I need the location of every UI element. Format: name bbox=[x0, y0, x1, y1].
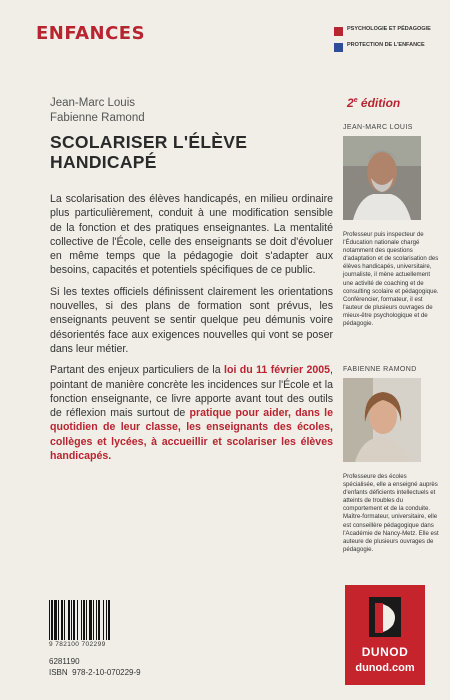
blurb-highlight: pratique pour aider, dans le quotidien de leur classe, les enseignants des écoles, collèges et lycées, à accueillir et scolariser les élèves handicapés. bbox=[50, 407, 333, 463]
tag-swatch-blue bbox=[334, 43, 343, 52]
author2-bio: Professeure des écoles spécialisée, elle a enseigné auprès d'enfants déficients intellectuels et atteints de troubles du comportement et de la conduite. Maître-formateur, universitaire, elle est conseillère pédagogique dans l'Académie de Nancy-Metz. Elle est auteure de plusieurs ouvrages de pédagogie. bbox=[343, 473, 439, 553]
blurb-p3-middle: , pointant de manière concrète les incidences sur l'École et la fonction enseignante, ce livre apporte avant tout des outils de réflexion mais surtout de bbox=[50, 364, 333, 420]
collection-tags bbox=[334, 26, 444, 58]
author2-name: FABIENNE RAMOND bbox=[343, 366, 417, 373]
isbn-label: ISBN bbox=[49, 668, 68, 677]
publisher-name: DUNOD bbox=[361, 645, 409, 659]
barcode-digits: 9 782100 702299 bbox=[49, 641, 106, 648]
edition-suffix: e bbox=[353, 97, 358, 104]
tag-psychology bbox=[334, 26, 444, 36]
blurb-paragraph-2: Si les textes officiels définissent clairement les orientations nouvelles, si des plans de formation sont prévus, les enseignants peuvent se sentir quelque peu démunis voire désorientés face aux exigences nouvelles qui vont se poser dans leur métier. bbox=[50, 285, 333, 355]
collection-name: ENFANCES bbox=[36, 23, 146, 44]
book-codes bbox=[49, 657, 141, 679]
author2-photo bbox=[343, 378, 421, 462]
publisher-logo bbox=[345, 585, 425, 685]
isbn-line bbox=[49, 668, 141, 678]
tag-label: PSYCHOLOGIE ET PÉDAGOGIE bbox=[347, 26, 431, 32]
blurb-p3-start: Partant des enjeux particuliers de la bbox=[50, 364, 225, 377]
author-name-1: Jean-Marc Louis bbox=[50, 97, 136, 109]
author1-photo bbox=[343, 136, 421, 220]
tag-swatch-red bbox=[334, 27, 343, 36]
author1-bio: Professeur puis inspecteur de l'Éducation nationale chargé notamment des questions d'adaptation et de scolarisation des élèves handicapés, universitaire, journaliste, il mène actuellement une activité de coaching et de consulting scolaire et pédagogique. Conférencier, formateur, il est l'auteur de plusieurs ouvrages de mieux-être psychologique et de pédagogie. bbox=[343, 231, 439, 328]
blurb bbox=[50, 192, 333, 470]
publisher-url: dunod.com bbox=[355, 662, 415, 674]
book-title: SCOLARISER L'ÉLÈVE HANDICAPÉ bbox=[50, 132, 248, 172]
author1-panel bbox=[343, 124, 443, 328]
edition-word: édition bbox=[357, 96, 401, 110]
tag-protection bbox=[334, 42, 444, 52]
law-reference: loi du 11 février 2005 bbox=[224, 364, 331, 377]
author-names bbox=[50, 96, 145, 126]
tag-label: PROTECTION DE L'ENFANCE bbox=[347, 42, 425, 48]
reference-code: 6281190 bbox=[49, 657, 80, 666]
barcode bbox=[49, 600, 129, 640]
isbn-number: 978-2-10-070229-9 bbox=[72, 668, 141, 677]
author1-name: JEAN-MARC LOUIS bbox=[343, 124, 413, 131]
blurb-paragraph-1: La scolarisation des élèves handicapés, en milieu ordinaire plus particulièrement, conduit à une modification sensible de la fonction et des pratiques enseignantes. La mentalité collective de l'École, celle des enseignants se doit d'évoluer en même temps que la pédagogie doit s'adapter aux besoins, capacités et potentiels spécifiques de ce public. bbox=[50, 193, 333, 277]
author2-panel bbox=[343, 366, 443, 554]
edition-number: 2 bbox=[347, 96, 354, 110]
publisher-emblem-icon bbox=[367, 593, 403, 641]
blurb-paragraph-3 bbox=[50, 363, 333, 463]
edition-label bbox=[347, 96, 400, 110]
author-name-2: Fabienne Ramond bbox=[50, 112, 145, 124]
